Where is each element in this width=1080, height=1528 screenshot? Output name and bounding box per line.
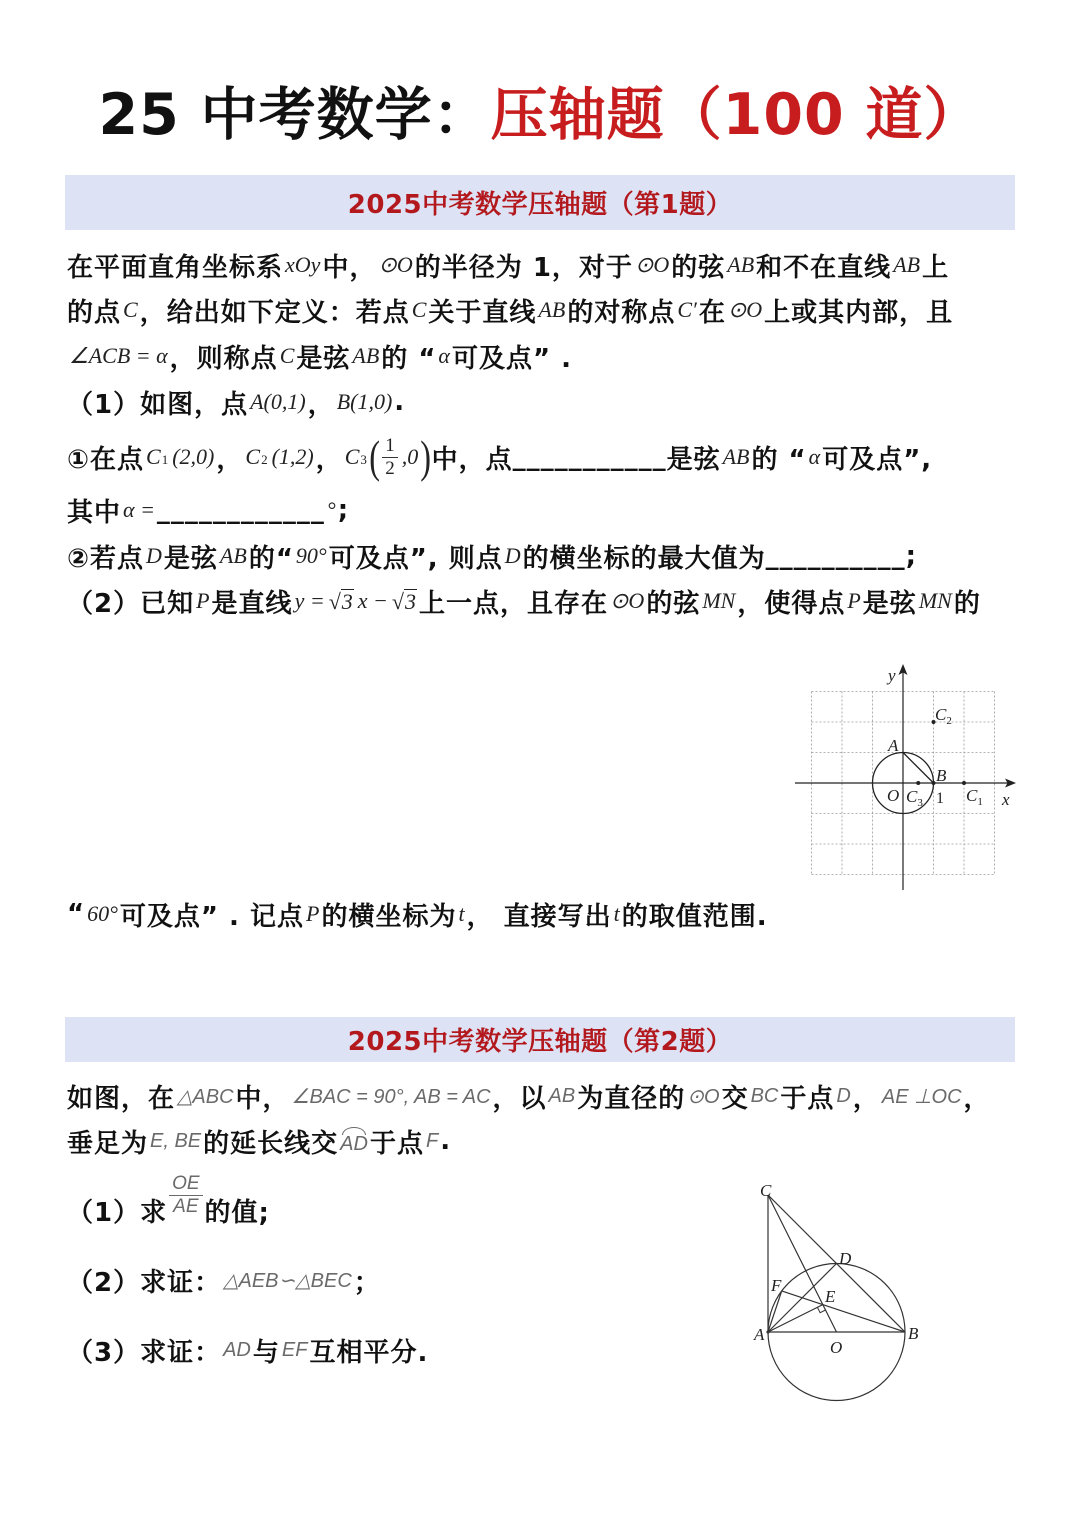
text-run: （2）求证： [67, 1267, 222, 1298]
label-o: O [887, 786, 900, 805]
label-c2-letter: C [935, 705, 947, 724]
math-expression [538, 297, 565, 323]
radical-sign: √ [391, 589, 404, 614]
text-run: 是直线 [211, 588, 293, 619]
text-run: 可及点”, [822, 444, 933, 475]
math-expression [378, 252, 412, 278]
math-expression: C 3 [344, 444, 367, 469]
problem-1-header: 2025中考数学压轴题（第1题） [347, 190, 733, 220]
math-text: AB [538, 297, 566, 322]
math-text: AB [352, 343, 380, 368]
text-run: 其中 [67, 497, 122, 528]
math-expression [250, 389, 306, 415]
math-text: P [847, 588, 861, 613]
math-expression [172, 444, 214, 470]
text-run: ，以 [492, 1083, 547, 1114]
text-run: . [440, 1126, 452, 1156]
math-expression [402, 444, 419, 470]
math-expression [847, 588, 860, 614]
math-expression [458, 901, 464, 927]
text-run: 在平面直角坐标系 [67, 252, 284, 283]
problem-2-line [67, 1119, 451, 1163]
math-expression [306, 901, 319, 927]
math-text: B(1,0) [336, 389, 393, 414]
math-text: ⊙O [634, 252, 670, 277]
text-run: 上或其内部，且 [764, 297, 954, 328]
title-red-part: 压轴题（100 道） [490, 82, 982, 148]
text-run: 的“ [248, 543, 294, 574]
text-run: ； [353, 1267, 381, 1298]
math-text: △ABC [177, 1085, 234, 1108]
answer-blank: __________ [765, 541, 906, 571]
text-run: ; [905, 541, 918, 571]
triangle-circle-figure [745, 1175, 935, 1410]
math-expression [505, 543, 521, 569]
text-run: 与 [252, 1337, 280, 1368]
answer-blank: ___________ [512, 442, 667, 472]
math-text: C′ [677, 297, 697, 322]
text-run: 的弦 [671, 252, 726, 283]
text-run: ①在点 [67, 444, 145, 475]
label-e: E [825, 1287, 836, 1306]
math-expression [196, 588, 209, 614]
math-expression [123, 297, 138, 323]
math-text: ⊙O [687, 1085, 720, 1108]
math-expression [635, 252, 669, 278]
text-run: 如图，在 [67, 1083, 176, 1114]
text-run: ，则称点 [169, 343, 278, 374]
text-run: ， 直接写出 [466, 901, 612, 932]
math-text: ⊙O [727, 297, 763, 322]
text-run: 的延长线交 [203, 1128, 339, 1159]
math-text: EF [281, 1338, 308, 1361]
math-text: C [279, 343, 295, 368]
math-text: P [196, 588, 210, 613]
text-run: ， [216, 444, 244, 475]
math-text: C [245, 444, 261, 469]
text-run: 于点 [369, 1128, 424, 1159]
label-a: A [754, 1325, 765, 1344]
math-expression [285, 252, 320, 278]
arc-notation [340, 1126, 368, 1156]
label-c: C [760, 1181, 772, 1200]
math-text: AB [893, 252, 921, 277]
text-run: ， [852, 1083, 880, 1114]
text-run: “ [67, 899, 86, 929]
math-expression [295, 588, 325, 614]
radicand: 3 [404, 589, 416, 614]
math-expression [723, 444, 750, 470]
math-expression: C 1 [146, 444, 169, 469]
label-c3-letter: C [906, 787, 918, 806]
point-c3 [916, 781, 920, 785]
problem-2-header-band [65, 1017, 1015, 1062]
text-run: 的横坐标的最大值为 [522, 543, 766, 574]
text-run: 的值; [204, 1197, 270, 1228]
math-text: C [411, 297, 427, 322]
arc-mark [342, 1127, 366, 1135]
label-c1-letter: C [966, 786, 978, 805]
math-expression [177, 1084, 234, 1109]
math-expression [727, 252, 754, 278]
math-expression [150, 1130, 201, 1153]
math-expression [292, 1084, 491, 1109]
math-text: α = [123, 497, 155, 522]
math-text: (1,2) [271, 444, 314, 469]
text-run: 互相平分. [309, 1337, 429, 1368]
math-expression [280, 343, 295, 369]
math-expression [438, 343, 450, 369]
label-d: D [839, 1249, 852, 1268]
text-run: ; [337, 495, 350, 525]
text-run: 的 [953, 588, 981, 619]
text-run: 中， [322, 252, 377, 283]
problem-1-line [67, 892, 768, 936]
math-text: α [808, 444, 821, 469]
text-run: 可及点” . [451, 343, 573, 374]
math-text: D [836, 1084, 851, 1107]
math-text: C [146, 444, 161, 469]
text-run: . [394, 387, 406, 417]
text-run: 中， [235, 1083, 290, 1114]
text-run: ， [315, 444, 343, 475]
label-c3-subscript: 3 [917, 797, 923, 809]
text-run: 的取值范围. [621, 901, 768, 932]
text-run: 于点 [780, 1083, 835, 1114]
math-text: ⊙O [609, 588, 645, 613]
problem-1-line [67, 243, 949, 287]
math-expression [687, 1084, 719, 1109]
problem-1-line [67, 288, 953, 332]
label-x-axis: x [1002, 790, 1010, 809]
math-text: E, BE [150, 1129, 202, 1152]
math-expression [327, 497, 336, 523]
label-c1 [966, 786, 983, 808]
math-text: ⊙O [378, 252, 413, 277]
math-expression [87, 901, 118, 927]
text-run: 的点 [67, 297, 122, 328]
large-parenthesis: ) [420, 431, 432, 482]
math-text: AD [223, 1338, 251, 1361]
math-text: ∠ACB = α [69, 343, 168, 368]
math-text: MN [918, 588, 952, 613]
math-expression [919, 588, 952, 614]
math-expression [123, 497, 155, 523]
math-text: AB [727, 252, 755, 277]
math-text: 60° [87, 901, 118, 926]
problem-2-header: 2025中考数学压轴题（第2题） [347, 1027, 733, 1057]
math-expression [296, 543, 327, 569]
math-expression [893, 252, 920, 278]
point-c1 [962, 781, 966, 785]
label-c2 [935, 705, 952, 727]
math-expression [223, 1268, 352, 1293]
problem-2-line [67, 1258, 381, 1302]
math-text: xOy [285, 252, 321, 277]
label-y-axis: y [888, 666, 896, 685]
text-run: ②若点 [67, 543, 145, 574]
math-expression [412, 297, 427, 323]
math-expression [610, 588, 644, 614]
math-expression [702, 588, 735, 614]
math-text: (2,0) [172, 444, 215, 469]
label-b: B [908, 1324, 919, 1343]
math-expression [677, 297, 697, 323]
math-text: AB [219, 543, 247, 568]
segment-bf [782, 1291, 905, 1332]
text-run: （2）已知 [67, 588, 195, 619]
radicand: 3 [341, 589, 353, 614]
label-b: B [936, 766, 947, 785]
text-run: ， [963, 1083, 991, 1114]
label-c1-subscript: 1 [977, 796, 983, 808]
label-tick-one: 1 [936, 790, 944, 807]
square-root [329, 587, 354, 615]
math-text: C [123, 297, 138, 322]
math-expression [809, 444, 821, 470]
problem-1-line [67, 579, 981, 623]
point-b [932, 781, 936, 785]
math-text: ° [326, 497, 336, 522]
math-text: MN [702, 588, 736, 613]
answer-blank: ____________ [156, 495, 325, 525]
text-run: 是弦 [163, 543, 218, 574]
radical-sign: √ [328, 589, 341, 614]
problem-2-line [67, 1074, 991, 1118]
text-run: 在 [698, 297, 726, 328]
math-expression: C 2 [245, 444, 268, 469]
problem-1-header-band [65, 175, 1015, 230]
math-text: 90° [295, 543, 327, 568]
math-text: A(0,1) [250, 389, 306, 414]
text-run: （3）求证： [67, 1337, 222, 1368]
math-expression [549, 1085, 576, 1108]
text-run: 为直径的 [577, 1083, 686, 1114]
arc-letters: AD [340, 1133, 368, 1155]
text-run: 的弦 [646, 588, 701, 619]
text-run: 垂足为 [67, 1128, 149, 1159]
coordinate-grid-figure [785, 660, 1020, 895]
text-run: 的对称点 [567, 297, 676, 328]
math-expression [352, 343, 379, 369]
text-run: 中，点 [431, 444, 513, 475]
text-run: 交 [721, 1083, 749, 1114]
problem-2-line [67, 1172, 270, 1232]
math-text: △AEB∽△BEC [223, 1269, 352, 1292]
math-expression [426, 1130, 438, 1153]
text-run: 关于直线 [428, 297, 537, 328]
text-run: （1）求 [67, 1197, 168, 1228]
math-expression [146, 543, 162, 569]
text-run: 是弦 [666, 444, 721, 475]
math-text: AB [722, 444, 750, 469]
text-run: 的横坐标为 [321, 901, 457, 932]
math-text: P [305, 901, 320, 926]
math-expression [223, 1339, 251, 1362]
text-run: 上一点，且存在 [418, 588, 608, 619]
text-run: 的 “ [751, 444, 807, 475]
text-run: 和不在直线 [756, 252, 892, 283]
fraction [382, 435, 398, 480]
math-expression [728, 297, 762, 323]
math-expression [69, 343, 168, 369]
problem-1-line [67, 334, 572, 378]
math-text: AB [548, 1084, 576, 1107]
math-text: y = [294, 588, 325, 613]
label-c3 [906, 787, 923, 809]
label-f: F [771, 1276, 782, 1295]
text-run: 是弦 [296, 343, 351, 374]
math-text: BC [750, 1084, 779, 1107]
label-o: O [830, 1338, 843, 1357]
fraction-denominator: 2 [385, 457, 395, 479]
title-black-part: 25 中考数学： [98, 82, 491, 148]
math-text: F [425, 1129, 439, 1152]
text-run: ， [307, 389, 335, 420]
fraction-numerator: 1 [382, 435, 398, 458]
fraction-numerator: OE [169, 1173, 202, 1196]
text-run: 的半径为 1，对于 [414, 252, 633, 283]
large-parenthesis: ( [369, 431, 380, 482]
text-run: 上 [922, 252, 950, 283]
text-run: （1）如图，点 [67, 389, 249, 420]
math-text: t [613, 901, 620, 926]
math-expression [220, 543, 247, 569]
math-text: x − [357, 588, 388, 613]
label-a: A [888, 736, 899, 755]
math-text: t [458, 901, 465, 926]
text-run: 是弦 [862, 588, 917, 619]
problem-2-line [67, 1328, 428, 1372]
segment-co [768, 1195, 837, 1332]
text-run: 可及点”, 则点 [328, 543, 503, 574]
math-text: α [438, 343, 450, 368]
page-title [0, 78, 1080, 152]
fraction [169, 1173, 202, 1218]
math-text: D [146, 543, 162, 568]
text-run: ，给出如下定义：若点 [139, 297, 410, 328]
fraction-denominator: AE [173, 1195, 199, 1217]
math-text: D [504, 543, 521, 568]
math-text: ∠BAC = 90°, AB = AC [291, 1085, 491, 1108]
math-expression [836, 1085, 850, 1108]
text-run: ，使得点 [737, 588, 846, 619]
problem-1-line [67, 429, 932, 485]
point-a-dot [766, 1330, 769, 1333]
math-expression [614, 901, 620, 927]
text-run: 的 “ [381, 343, 437, 374]
math-expression [282, 1339, 308, 1362]
math-expression [882, 1084, 962, 1109]
math-text: ,0 [401, 444, 419, 469]
problem-1-line [67, 488, 349, 532]
problem-1-line [67, 534, 917, 578]
math-expression [751, 1085, 779, 1108]
math-text: AE ⊥OC [881, 1085, 962, 1108]
problem-1-line [67, 380, 405, 424]
label-c2-subscript: 2 [946, 715, 952, 727]
text-run: 可及点” . 记点 [119, 901, 304, 932]
math-expression [358, 588, 388, 614]
math-text: C [344, 444, 360, 469]
math-expression [337, 389, 393, 415]
square-root [392, 587, 417, 615]
math-expression [272, 444, 314, 470]
